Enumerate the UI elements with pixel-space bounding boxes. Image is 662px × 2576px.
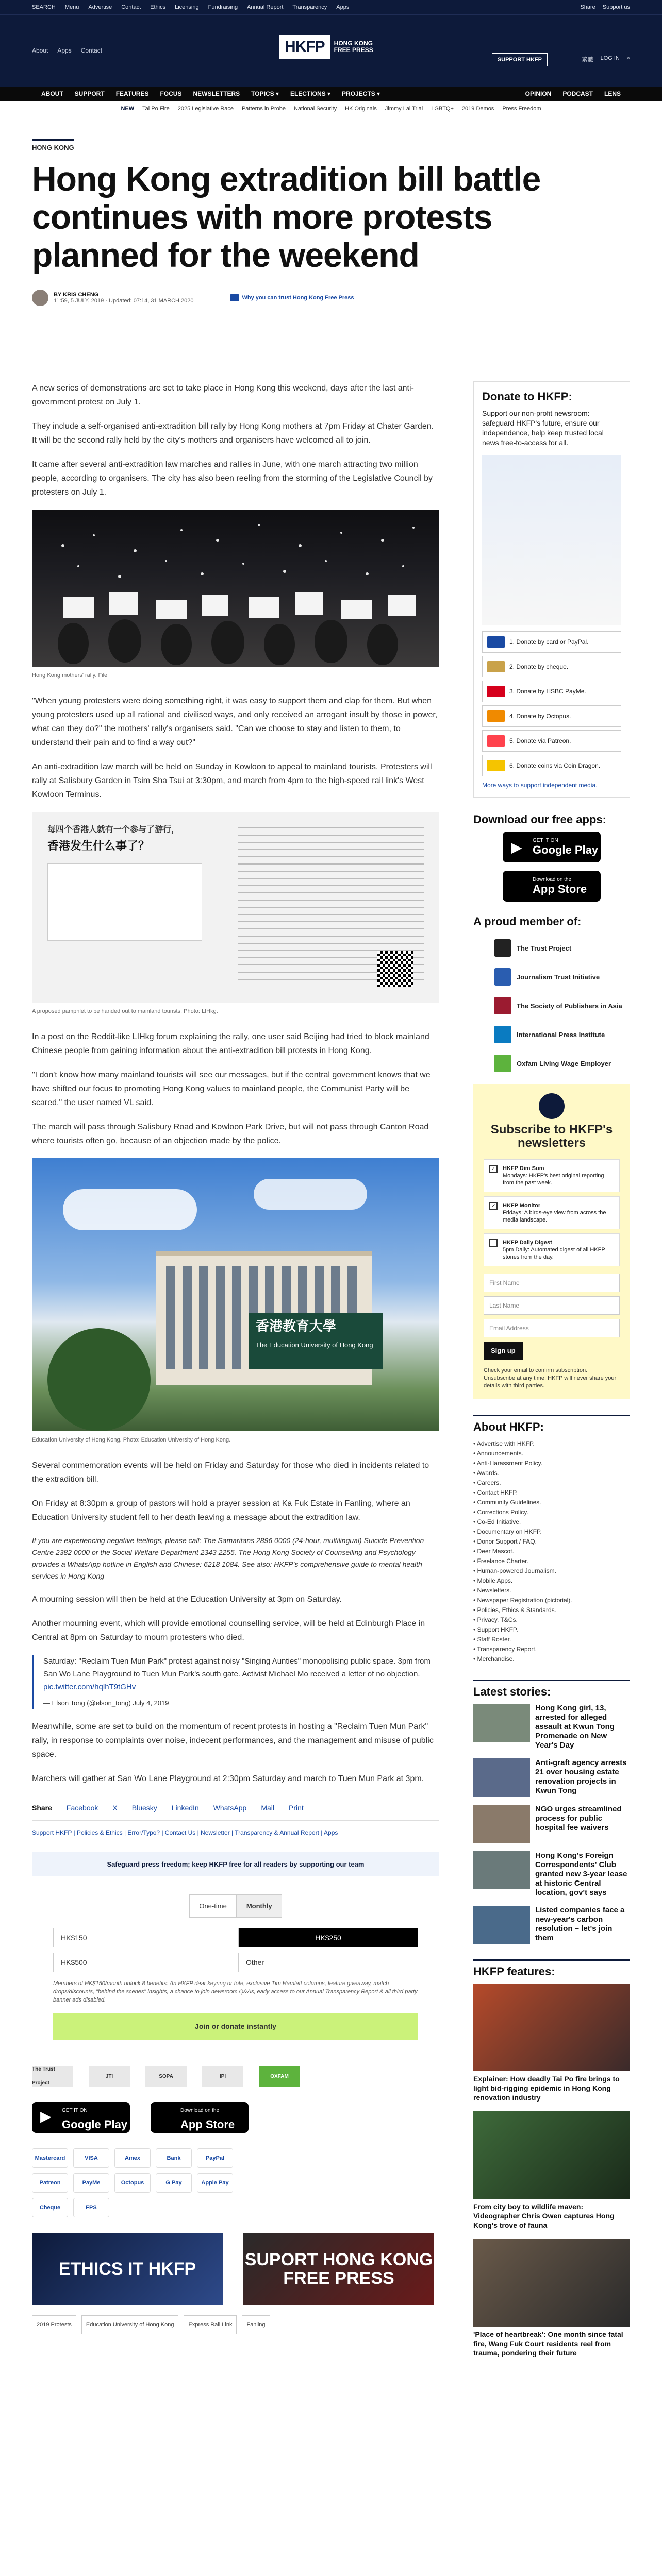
- one-time-toggle[interactable]: One-time: [189, 1894, 236, 1918]
- donate-option[interactable]: [482, 705, 621, 727]
- pamphlet-image[interactable]: [32, 812, 439, 1003]
- story-title: Listed companies face a new-year's carbon resolution – let's join them: [535, 1906, 625, 1942]
- support-banner[interactable]: SUPORT HONG KONG FREE PRESS: [243, 2233, 434, 2305]
- cloud: [63, 1189, 197, 1230]
- apps-heading: Download our free apps:: [473, 813, 606, 826]
- policy-links[interactable]: Support HKFP | Policies & Ethics | Error/Typo? | Contact Us | Newsletter | Transparency & Annual Report | Apps: [32, 1829, 338, 1836]
- member-heading: A proud member of:: [473, 915, 582, 928]
- brand-nav-apps[interactable]: Apps: [57, 47, 72, 54]
- story-title: Anti-graft agency arrests 21 over housing estate renovation projects in Kwun Tong: [535, 1758, 627, 1795]
- trending-bar: [0, 101, 662, 116]
- about-link[interactable]: • Newspaper Registration (pictorial).: [473, 1596, 630, 1605]
- trending-item[interactable]: 2025 Legislative Race: [177, 105, 234, 112]
- member-logo[interactable]: [494, 1049, 630, 1078]
- card-icon: [487, 636, 505, 648]
- newsletter-option[interactable]: [484, 1233, 620, 1266]
- pay-icon: Mastercard: [32, 2148, 68, 2168]
- donate-option[interactable]: [482, 755, 621, 776]
- brand-nav-about[interactable]: About: [32, 47, 48, 54]
- footer-member-logos: [32, 2066, 439, 2087]
- article-category[interactable]: HONG KONG: [32, 139, 74, 151]
- ethics-banner[interactable]: ETHICS IT HKFP: [32, 2233, 223, 2305]
- byline-text: [54, 292, 194, 304]
- pamphlet-chart: [47, 863, 202, 941]
- trending-label: NEW: [121, 105, 135, 112]
- donate-option[interactable]: [482, 730, 621, 752]
- footer-logo[interactable]: JTI: [89, 2066, 130, 2087]
- tag[interactable]: 2019 Protests: [32, 2315, 76, 2334]
- about-link[interactable]: • Co-Ed Initiative.: [473, 1517, 630, 1527]
- pay-icon: G Pay: [156, 2173, 192, 2193]
- pay-icon: VISA: [73, 2148, 109, 2168]
- hkfp-logo[interactable]: [279, 31, 383, 62]
- app-store-badge[interactable]: [503, 871, 601, 902]
- tier-grid: [53, 1928, 418, 1972]
- paragraph: An anti-extradition law march will be held on Sunday in Kowloon to appeal to mainland tourists. Protesters will rally at Salisbury Garden in Tsim Sha Tsui at 3:30pm, and march from 4pm to the high-speed rail link's West Kowloon Terminus.: [32, 762, 432, 799]
- logo-line-1: HONG KONG: [334, 40, 373, 47]
- nav-about[interactable]: ABOUT: [41, 90, 63, 97]
- features-heading: HKFP features:: [473, 1959, 630, 1978]
- about-link[interactable]: • Newsletters.: [473, 1586, 630, 1596]
- pamphlet-title: 香港发生什么事了？: [47, 840, 150, 853]
- trust-icon: [230, 294, 239, 301]
- trust-project-icon: [494, 939, 511, 957]
- trust-link[interactable]: [230, 294, 354, 301]
- paragraph: "I don't know how many mainland tourists will see our messages, but if the central government knows that we have shifted our focus to promoting Hong Kong values to mainland people, the Communist Party will be scared," the user named VL said.: [32, 1071, 431, 1107]
- pay-icon: FPS: [73, 2198, 109, 2217]
- about-link[interactable]: • Contact HKFP.: [473, 1488, 630, 1498]
- pay-icon: Apple Pay: [197, 2173, 233, 2193]
- nav-support[interactable]: SUPPORT: [74, 90, 105, 97]
- newsletter-option[interactable]: [484, 1159, 620, 1192]
- qr-code: [377, 951, 413, 987]
- newsletter-name: HKFP Monitor: [503, 1202, 541, 1209]
- donate-option-label: 2. Donate by cheque.: [509, 663, 569, 670]
- checkbox-checked[interactable]: ✓: [489, 1202, 498, 1210]
- fundraising-link[interactable]: Fundraising: [208, 4, 238, 10]
- gp-line1: GET IT ON: [62, 2108, 88, 2113]
- member-logo[interactable]: [494, 962, 630, 991]
- author-name[interactable]: BY KRIS CHENG: [54, 292, 99, 298]
- newsletter-desc: Fridays: A birds-eye view from across the media landscape.: [503, 1210, 606, 1223]
- footer-logo[interactable]: The Trust Project: [32, 2066, 73, 2087]
- paragraph: They include a self-organised anti-extradition bill rally by Hong Kong mothers at 7pm Friday at Chater Garden. It will be the second rally held by the city's mothers and organisers have welcomed all to join.: [32, 422, 434, 445]
- mental-health-note: If you are experiencing negative feelings, please call: The Samaritans 2896 0000 (24-hour, multilingual) Suicide Prevention Centre 2382 0000 or the Social Welfare Department 2343 2255. The Hong Kong Society of Counselling and Psychology provides a WhatsApp hotline in English and Chinese: 6218 1084. See also: HKFP's comprehensive guide to mental health services in Hong Kong: [32, 1536, 424, 1580]
- annual-report-link[interactable]: Annual Report: [247, 4, 284, 10]
- trending-item[interactable]: Jimmy Lai Trial: [385, 105, 423, 112]
- donate-option-label: 6. Donate coins via Coin Dragon.: [509, 762, 601, 769]
- embedded-tweet: [32, 1655, 439, 1709]
- trending-item[interactable]: HK Originals: [345, 105, 377, 112]
- donate-text: Support our non-profit newsroom: safeguard HKFP's future, ensure our independence, help keep trusted local news free-to-access for all.: [482, 409, 604, 447]
- article-tags: [32, 2315, 439, 2334]
- donate-option-label: 3. Donate by HSBC PayMe.: [509, 688, 586, 695]
- octopus-icon: [487, 710, 505, 722]
- about-link[interactable]: • Support HKFP.: [473, 1625, 630, 1635]
- paragraph: In a post on the Reddit-like LIHkg forum explaining the rally, one user said Beijing had tried to block mainland Chinese people from gaining information about the anti-extradition bill protests in Hong Kong.: [32, 1032, 429, 1055]
- photo-caption: Education University of Hong Kong. Photo: Education University of Hong Kong.: [32, 1437, 231, 1443]
- author-avatar: [32, 290, 48, 306]
- coin-icon: [487, 760, 505, 771]
- brand-right: [582, 55, 630, 63]
- paragraph: On Friday at 8:30pm a group of pastors will hold a prayer session at Ka Fuk Estate in Fanling, where an Education University student fell to her death leaving a message about the extradition law.: [32, 1499, 410, 1522]
- nav-focus[interactable]: FOCUS: [160, 90, 182, 97]
- gp-line2: Google Play: [62, 2118, 128, 2131]
- feature-image[interactable]: [473, 1984, 630, 2071]
- member-name: International Press Institute: [517, 1030, 605, 1039]
- sign-panel: [249, 1313, 383, 1369]
- first-name-field[interactable]: First Name: [484, 1274, 620, 1292]
- sopa-icon: [494, 997, 511, 1014]
- donate-option-label: 5. Donate via Patreon.: [509, 737, 571, 744]
- feature-image[interactable]: [473, 2111, 630, 2199]
- newsletter-signup: [473, 1084, 630, 1399]
- newsletter-option[interactable]: [484, 1196, 620, 1229]
- feature-title[interactable]: From city boy to wildlife maven: Videographer Chris Owen captures Hong Kong's trove of fauna: [473, 2202, 615, 2229]
- trending-item[interactable]: Press Freedom: [502, 105, 541, 112]
- oxfam-icon: [494, 1055, 511, 1072]
- membership-tiers: [32, 1884, 439, 2050]
- google-play-badge-footer[interactable]: [32, 2102, 130, 2133]
- tier-option-selected[interactable]: HK$250: [238, 1928, 418, 1947]
- as-line1: Download on the: [180, 2108, 220, 2113]
- about-heading: About HKFP:: [473, 1415, 630, 1434]
- gp-line1: GET IT ON: [533, 837, 558, 843]
- newsletter-name: HKFP Dim Sum: [503, 1165, 544, 1172]
- about-link[interactable]: • Merchandise.: [473, 1654, 630, 1664]
- article-title: Hong Kong extradition bill battle continues with more protests planned for the weekend: [32, 160, 541, 274]
- pamphlet-heading: 每四个香港人就有一个参与了游行，: [47, 824, 180, 834]
- main-nav: [0, 87, 662, 101]
- footer-logo[interactable]: IPI: [202, 2066, 243, 2087]
- about-link[interactable]: • Corrections Policy.: [473, 1507, 630, 1517]
- top-utility-bar: [0, 0, 662, 14]
- paragraph: The march will pass through Salisbury Road and Kowloon Park Drive, but will not pass through Canton Road where tourists often go, because of an objection made by the police.: [32, 1123, 429, 1145]
- latest-story[interactable]: [473, 1704, 630, 1750]
- share-mail[interactable]: Mail: [261, 1804, 274, 1812]
- trending-item[interactable]: Tai Po Fire: [142, 105, 170, 112]
- patreon-icon: [487, 735, 505, 747]
- tree: [47, 1328, 151, 1431]
- share-whatsapp[interactable]: WhatsApp: [213, 1804, 247, 1812]
- latest-heading: Latest stories:: [473, 1680, 630, 1699]
- nav-podcast[interactable]: PODCAST: [562, 90, 593, 97]
- about-link[interactable]: • Donor Support / FAQ.: [473, 1537, 630, 1547]
- sign-chinese: 香港教育大學: [256, 1319, 337, 1334]
- nav-elections[interactable]: ELECTIONS ▾: [290, 90, 330, 97]
- brand-header: [0, 14, 662, 87]
- member-logo[interactable]: [494, 934, 630, 962]
- footer-logo[interactable]: SOPA: [145, 2066, 187, 2087]
- donate-box: [473, 381, 630, 798]
- paragraph: A mourning session will then be held at the Education University at 3pm on Saturday.: [32, 1595, 342, 1604]
- nav-newsletters[interactable]: NEWSLETTERS: [193, 90, 240, 97]
- protest-photo[interactable]: [32, 510, 439, 667]
- member-logo[interactable]: [494, 991, 630, 1020]
- checkbox[interactable]: [489, 1239, 498, 1247]
- share-linkedin[interactable]: LinkedIn: [171, 1804, 199, 1812]
- footer-banners: [32, 2233, 439, 2305]
- top-bar-right: [580, 4, 630, 10]
- logo-line-2: FREE PRESS: [334, 46, 373, 54]
- login-link[interactable]: LOG IN: [600, 55, 620, 61]
- member-name: The Society of Publishers in Asia: [517, 1002, 622, 1010]
- tier-option[interactable]: HK$500: [53, 1953, 233, 1972]
- footer-app-badges: [32, 2102, 439, 2133]
- story-title: Hong Kong's Foreign Correspondents' Club granted new 3-year lease at historic Central location, gov't says: [535, 1851, 627, 1897]
- nav-features[interactable]: FEATURES: [115, 90, 149, 97]
- about-link[interactable]: • Advertise with HKFP.: [473, 1439, 630, 1449]
- nav-projects[interactable]: PROJECTS ▾: [341, 90, 380, 97]
- member-name: The Trust Project: [517, 944, 572, 952]
- about-link[interactable]: • Policies, Ethics & Standards.: [473, 1605, 630, 1615]
- eduhk-photo[interactable]: [32, 1158, 439, 1431]
- latest-story[interactable]: [473, 1758, 630, 1797]
- apps-link[interactable]: Apps: [336, 4, 350, 10]
- share-label: Share: [32, 1804, 52, 1812]
- trending-item[interactable]: Patterns in Probe: [241, 105, 286, 112]
- signup-note: Check your email to confirm subscription. Unsubscribe at any time. HKFP will never share your details with third parties.: [484, 1367, 617, 1389]
- donate-image: [482, 455, 621, 625]
- cheque-icon: [487, 661, 505, 672]
- story-thumbnail: [473, 1906, 530, 1944]
- paragraph: Meanwhile, some are set to build on the momentum of recent protests in hosting a "Reclaim Tuen Mun Park" rally, in response to complaints over noise, indecent performances, and the management and misuse of public space.: [32, 1722, 434, 1759]
- tier-option[interactable]: Other: [238, 1953, 418, 1972]
- member-logo[interactable]: [494, 1020, 630, 1049]
- about-link[interactable]: • Privacy, T&Cs.: [473, 1615, 630, 1625]
- story-title: NGO urges streamlined process for public hospital fee waivers: [535, 1805, 622, 1832]
- about-link[interactable]: • Announcements.: [473, 1449, 630, 1459]
- tweet-author[interactable]: — Elson Tong (@elson_tong) July 4, 2019: [43, 1699, 169, 1707]
- share-link[interactable]: Share: [580, 4, 595, 10]
- about-link[interactable]: • Transparency Report.: [473, 1645, 630, 1654]
- email-field[interactable]: Email Address: [484, 1319, 620, 1337]
- share-bar: [32, 1796, 439, 1821]
- about-link[interactable]: • Deer Mascot.: [473, 1547, 630, 1556]
- about-link[interactable]: • Freelance Charter.: [473, 1556, 630, 1566]
- monthly-toggle[interactable]: Monthly: [237, 1894, 282, 1918]
- newsletter-name: HKFP Daily Digest: [503, 1240, 552, 1246]
- story-thumbnail: [473, 1851, 530, 1889]
- paragraph: A new series of demonstrations are set to take place in Hong Kong this weekend, days after the last anti-government protest on July 1.: [32, 384, 414, 406]
- trending-item[interactable]: National Security: [293, 105, 337, 112]
- pay-icon: Amex: [114, 2148, 151, 2168]
- safeguard-banner[interactable]: Safeguard press freedom; keep HKFP free for all readers by supporting our team: [32, 1852, 439, 1876]
- checkbox-checked[interactable]: ✓: [489, 1165, 498, 1173]
- member-name: Oxfam Living Wage Employer: [517, 1059, 611, 1067]
- tag[interactable]: Express Rail Link: [184, 2315, 237, 2334]
- share-facebook[interactable]: Facebook: [66, 1804, 98, 1812]
- footer-logo[interactable]: OXFAM: [259, 2066, 300, 2087]
- pay-icon: Cheque: [32, 2198, 68, 2217]
- sidebar: [473, 381, 630, 2367]
- tweet-link[interactable]: pic.twitter.com/hqlhT9tGHv: [43, 1683, 136, 1691]
- share-bluesky[interactable]: Bluesky: [131, 1804, 157, 1812]
- newsletter-desc: 5pm Daily: Automated digest of all HKFP stories from the day.: [503, 1247, 605, 1260]
- join-button[interactable]: Join or donate instantly: [53, 2013, 418, 2040]
- nav-opinion[interactable]: OPINION: [525, 90, 552, 97]
- pay-icon: PayMe: [73, 2173, 109, 2193]
- trending-item[interactable]: 2019 Demos: [461, 105, 494, 112]
- nav-lens[interactable]: LENS: [604, 90, 621, 97]
- advertise-link[interactable]: Advertise: [88, 4, 112, 10]
- tweet-text: Saturday: "Reclaim Tuen Mun Park" protest against noisy "Singing Aunties" monopolising public space. 3pm from San Wo Lane Playground to Tuen Mun Park's south gate. Activist Michael Mo received a letter of no objection.: [43, 1657, 431, 1679]
- trust-text: Why you can trust Hong Kong Free Press: [242, 295, 354, 301]
- google-play-icon: ▶: [40, 2108, 52, 2124]
- as-line2: App Store: [533, 882, 587, 895]
- newsletter-desc: Mondays: HKFP's best original reporting from the past week.: [503, 1173, 604, 1186]
- article-header: [32, 135, 630, 307]
- about-link[interactable]: • Awards.: [473, 1468, 630, 1478]
- newsletter-heading: Subscribe to HKFP's newsletters: [490, 1123, 613, 1150]
- story-thumbnail: [473, 1704, 530, 1742]
- as-line1: Download on the: [533, 876, 572, 883]
- google-play-badge[interactable]: [503, 832, 601, 862]
- latest-story[interactable]: [473, 1805, 630, 1843]
- photo-caption: A proposed pamphlet to be handed out to mainland tourists. Photo: LIHkg.: [32, 1008, 218, 1014]
- feature-title[interactable]: 'Place of heartbreak': One month since fatal fire, Wang Fuk Court residents reel from trauma, pondering their future: [473, 2330, 623, 2357]
- cloud: [254, 1179, 367, 1210]
- story-thumbnail: [473, 1758, 530, 1797]
- donate-option[interactable]: [482, 656, 621, 677]
- about-link[interactable]: • Anti-Harassment Policy.: [473, 1459, 630, 1468]
- gp-line2: Google Play: [533, 843, 599, 856]
- pay-icon: PayPal: [197, 2148, 233, 2168]
- about-link[interactable]: • Mobile Apps.: [473, 1576, 630, 1586]
- as-line2: App Store: [180, 2118, 235, 2131]
- brand-nav-contact[interactable]: Contact: [80, 47, 103, 54]
- feature-title[interactable]: Explainer: How deadly Tai Po fire brings to light bid-rigging epidemic in Hong Kong renovation industry: [473, 2075, 620, 2102]
- support-hkfp-button[interactable]: SUPPORT HKFP: [492, 53, 548, 66]
- latest-story[interactable]: [473, 1906, 630, 1944]
- story-thumbnail: [473, 1805, 530, 1843]
- envelope-icon: [539, 1093, 565, 1119]
- payme-icon: [487, 686, 505, 697]
- about-link[interactable]: • Community Guidelines.: [473, 1498, 630, 1507]
- about-link[interactable]: • Careers.: [473, 1478, 630, 1488]
- google-play-icon: ▶: [511, 839, 522, 855]
- about-links: [473, 1439, 630, 1664]
- logo-text: [334, 40, 373, 54]
- brand-nav-left: [32, 47, 102, 54]
- trending-item[interactable]: LGBTQ+: [431, 105, 454, 112]
- nav-topics[interactable]: TOPICS ▾: [251, 90, 279, 97]
- last-name-field[interactable]: Last Name: [484, 1296, 620, 1315]
- main-nav-right: [525, 90, 621, 97]
- about-link[interactable]: • Human-powered Journalism.: [473, 1566, 630, 1576]
- article-date: 11:59, 5 JULY, 2019 · Updated: 07:14, 31 MARCH 2020: [54, 298, 194, 304]
- feature-image[interactable]: [473, 2239, 630, 2327]
- licensing-link[interactable]: Licensing: [175, 4, 199, 10]
- byline: [32, 289, 630, 307]
- paragraph: Several commemoration events will be held on Friday and Saturday for those who died in incidents related to the extradition bill.: [32, 1461, 429, 1484]
- share-x[interactable]: X: [112, 1804, 118, 1812]
- story-title: Hong Kong girl, 13, arrested for alleged assault at Kwun Tong Promenade on New Year's Day: [535, 1704, 615, 1750]
- signup-button[interactable]: Sign up: [484, 1342, 523, 1360]
- crowd-illustration: [32, 510, 439, 667]
- paragraph: Another mourning event, which will provide emotional counselling service, will be held at Edinburgh Place in Central at 8pm on Saturday to mourn protesters who died.: [32, 1619, 425, 1642]
- contact-link[interactable]: Contact: [121, 4, 141, 10]
- member-name: Journalism Trust Initiative: [517, 973, 600, 981]
- donate-option[interactable]: [482, 631, 621, 653]
- latest-story[interactable]: [473, 1851, 630, 1897]
- language-switch[interactable]: 繁體: [582, 57, 593, 63]
- logo-mark: HKFP: [279, 35, 330, 59]
- payment-methods: [32, 2148, 249, 2217]
- tag[interactable]: Education University of Hong Kong: [81, 2315, 179, 2334]
- jti-icon: [494, 968, 511, 986]
- donate-heading: Donate to HKFP:: [482, 390, 572, 403]
- search-link[interactable]: SEARCH: [32, 4, 56, 10]
- more-ways-link[interactable]: More ways to support independent media.: [482, 782, 598, 789]
- tag[interactable]: Fanling: [242, 2315, 270, 2334]
- pay-icon: Patreon: [32, 2173, 68, 2193]
- about-link[interactable]: • Staff Roster.: [473, 1635, 630, 1645]
- search-icon[interactable]: ⌕: [626, 55, 630, 61]
- transparency-link[interactable]: Transparency: [292, 4, 327, 10]
- app-store-badge-footer[interactable]: [151, 2102, 249, 2133]
- tier-benefits: Members of HK$150/month unlock 8 benefits: An HKFP dear keyring or tote, exclusive Tim Hamlett columns, feature giveaway, match drops/discounts, "behind the scenes" insights, a chance to join newsroom Q&As, early access to our Annual Transparency Report & all third party banner ads disabled.: [53, 1980, 418, 2003]
- support-link[interactable]: Support us: [602, 4, 630, 10]
- pay-icon: Octopus: [114, 2173, 151, 2193]
- ethics-link[interactable]: Ethics: [150, 4, 166, 10]
- frequency-toggle: [53, 1894, 418, 1918]
- sign-english: The Education University of Hong Kong: [256, 1341, 373, 1349]
- share-print[interactable]: Print: [288, 1804, 304, 1812]
- donate-option-label: 4. Donate by Octopus.: [509, 713, 571, 720]
- paragraph: "When young protesters were doing something right, it was easy to support them and clap for them. But when young protesters used up all rational and civilised ways, and only received an arrogant insult by those in power, what can they do?" the mothers' rally's organisers said. "Can we choose to stay and listen to them, to understand their pain and to find a way out?": [32, 697, 438, 747]
- about-link[interactable]: • Documentary on HKFP.: [473, 1527, 630, 1537]
- photo-caption: Hong Kong mothers' rally. File: [32, 672, 108, 679]
- pay-icon: Bank: [156, 2148, 192, 2168]
- article-body: [32, 381, 439, 2334]
- donate-option-label: 1. Donate by card or PayPal.: [509, 638, 589, 646]
- paragraph: Marchers will gather at San Wo Lane Playground at 2:30pm Saturday and march to Tuen Mun Park at 3pm.: [32, 1774, 424, 1783]
- ipi-icon: [494, 1026, 511, 1043]
- donate-option[interactable]: [482, 681, 621, 702]
- menu-link[interactable]: Menu: [64, 4, 79, 10]
- tier-option[interactable]: HK$150: [53, 1928, 233, 1947]
- paragraph: It came after several anti-extradition law marches and rallies in June, with one march attracting two million people, according to organisers. The city has also been reeling from the storming of the Legislative Council by protesters on July 1.: [32, 460, 433, 497]
